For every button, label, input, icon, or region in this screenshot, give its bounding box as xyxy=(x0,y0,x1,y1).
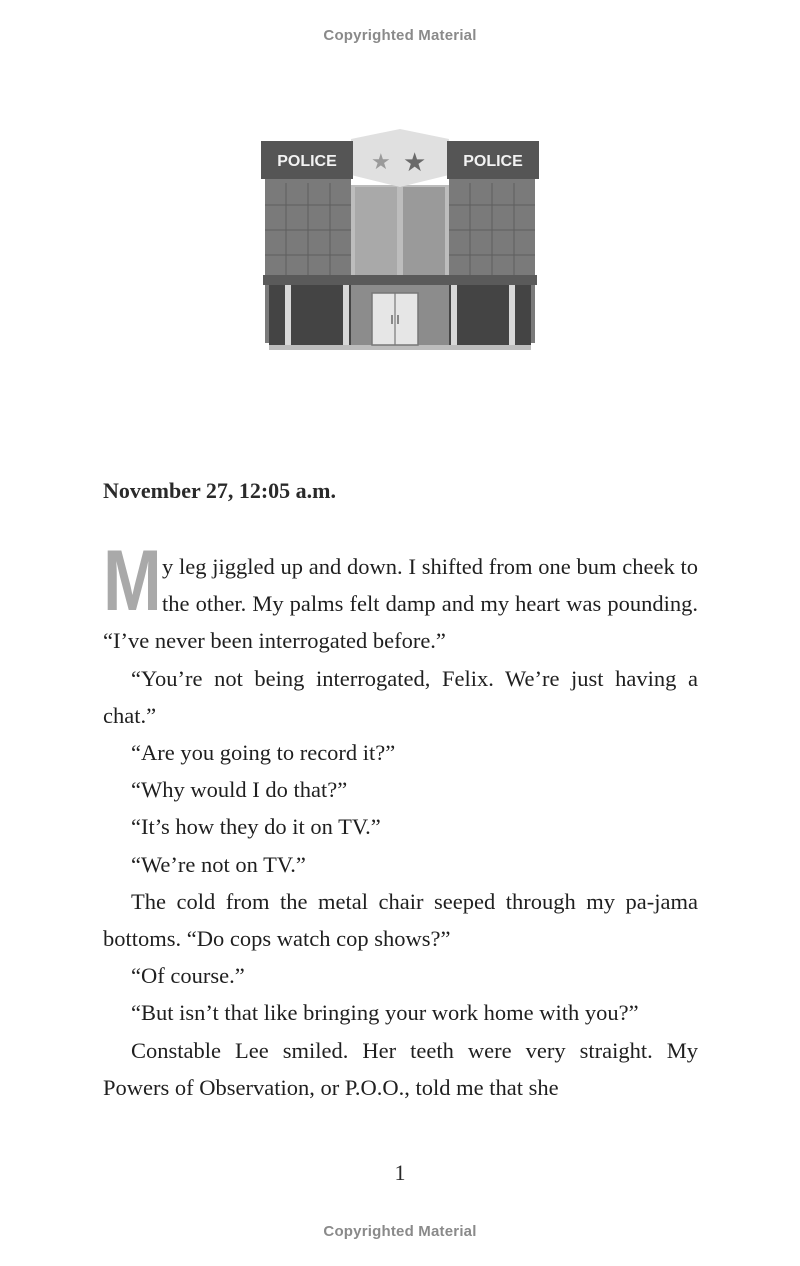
page-number: 1 xyxy=(394,1160,406,1185)
paragraph: “Of course.” xyxy=(131,963,245,989)
station-center-pediment xyxy=(351,129,449,187)
paragraph: M y leg jiggled up and down. I shifted from one bum cheek to the other. My palms felt damp and my heart was pounding. “I’ve never been interrogated before.” xyxy=(103,533,698,654)
paragraph: “We’re not on TV.” xyxy=(131,851,306,877)
paragraph: “Are you going to record it?” xyxy=(131,740,396,766)
paragraph: “You’re not being interrogated, Felix. We’re just having a chat.” xyxy=(103,665,698,728)
paragraph: “It’s how they do it on TV.” xyxy=(131,814,381,840)
sign-left-text: POLICE xyxy=(277,153,337,170)
chapter-body xyxy=(103,533,698,1106)
police-station-illustration xyxy=(255,125,545,355)
paragraph: The cold from the metal chair seeped through my pa-jama bottoms. “Do cops watch cop shows?” xyxy=(103,888,698,952)
star-icon: ★ xyxy=(371,150,391,175)
paragraph: “But isn’t that like bringing your work home with you?” xyxy=(131,1000,639,1026)
chapter-heading: November 27, 12:05 a.m. xyxy=(103,478,336,503)
sign-right-text: POLICE xyxy=(463,153,523,170)
star-icon: ★ xyxy=(403,148,427,178)
copyright-watermark-top: Copyrighted Material xyxy=(323,27,477,44)
station-ledge xyxy=(263,275,537,285)
drop-cap: M xyxy=(103,533,161,629)
copyright-watermark-bottom: Copyrighted Material xyxy=(323,1223,477,1240)
paragraph: “Why would I do that?” xyxy=(131,777,348,803)
paragraph: Constable Lee smiled. Her teeth were very straight. My Powers of Observation, or P.O.O., told me that she xyxy=(103,1037,698,1100)
